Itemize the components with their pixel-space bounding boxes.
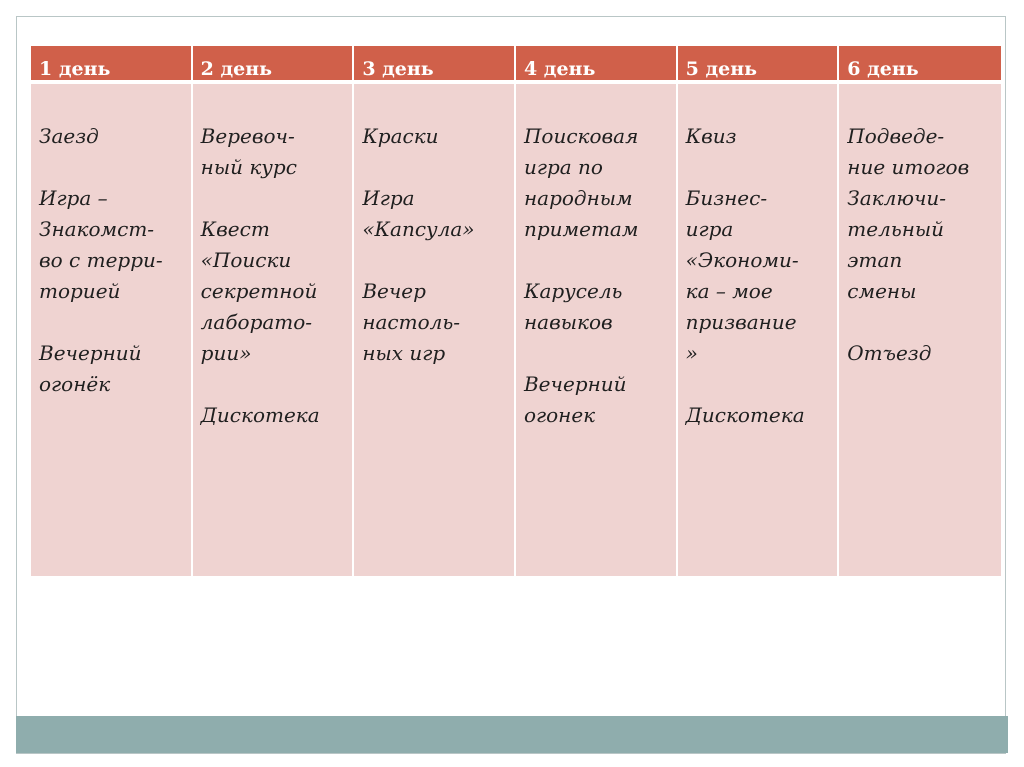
spacer-line [39,152,185,183]
activity-line: «Экономи- [685,248,799,272]
activity-line: тельный [847,217,945,241]
spacer-line [362,245,508,276]
spacer-line [686,369,832,400]
day-3-activities [354,84,516,576]
activity-line: » [685,341,698,365]
activity-line: Вечерний [523,372,627,396]
day-1-activities [31,84,193,576]
day-header-4: 4 день [516,46,678,84]
activity-line: торией [39,279,121,303]
activity-line: ный курс [200,155,297,179]
activity-line: во с терри- [39,248,163,272]
activity-line: лаборато- [200,310,313,334]
activity-line: этап [847,248,903,272]
activity-line: Поисковая [523,124,639,148]
day-header-3: 3 день [354,46,516,84]
activity-line: ние итогов [847,155,970,179]
activity-line: Вечер [362,279,426,303]
activity-line: рии» [200,341,252,365]
activity-line: Игра [362,186,415,210]
activity-line: Вечерний [39,341,142,365]
spacer-line [39,307,185,338]
activity-line: «Поиски [200,248,292,272]
spacer-line [524,338,670,369]
activity-line: Заключи- [847,186,947,210]
activity-line: навыков [523,310,613,334]
activities-row [31,84,1001,576]
day-header-2: 2 день [193,46,355,84]
activity-line: Веревоч- [200,124,295,148]
day-header-5: 5 день [678,46,840,84]
activity-line: огонёк [39,372,111,396]
activity-line: приметам [523,217,639,241]
activity-line: Подведе- [847,124,945,148]
activity-line: Игра – [39,186,108,210]
activity-line: Отъезд [847,341,932,365]
spacer-line [524,245,670,276]
spacer-line [847,307,995,338]
day-4-activities [516,84,678,576]
schedule-table [31,46,1001,576]
bottom-bar [16,716,1008,753]
activity-line: настоль- [362,310,460,334]
activity-line: Дискотека [685,403,805,427]
activity-line: «Капсула» [362,217,475,241]
activity-line: Дискотека [200,403,320,427]
activity-line: Квиз [685,124,737,148]
activity-line: ка – мое [685,279,773,303]
activity-line: Знакомст- [39,217,155,241]
header-row [31,46,1001,84]
spacer-line [362,152,508,183]
activity-line: секретной [200,279,318,303]
activity-line: смены [847,279,917,303]
activity-line: ных игр [362,341,446,365]
day-5-activities [678,84,840,576]
day-6-activities [839,84,1001,576]
activity-line: народным [523,186,633,210]
activity-line: Квест [200,217,270,241]
spacer-line [686,152,832,183]
spacer-line [201,369,347,400]
day-2-activities [193,84,355,576]
day-header-6: 6 день [839,46,1001,84]
activity-line: огонек [523,403,596,427]
activity-line: Бизнес- [685,186,768,210]
activity-line: Краски [362,124,439,148]
activity-line: игра [685,217,734,241]
day-header-1: 1 день [31,46,193,84]
activity-line: игра по [523,155,603,179]
activity-line: призвание [685,310,797,334]
spacer-line [201,183,347,214]
activity-line: Заезд [39,124,99,148]
activity-line: Карусель [523,279,623,303]
